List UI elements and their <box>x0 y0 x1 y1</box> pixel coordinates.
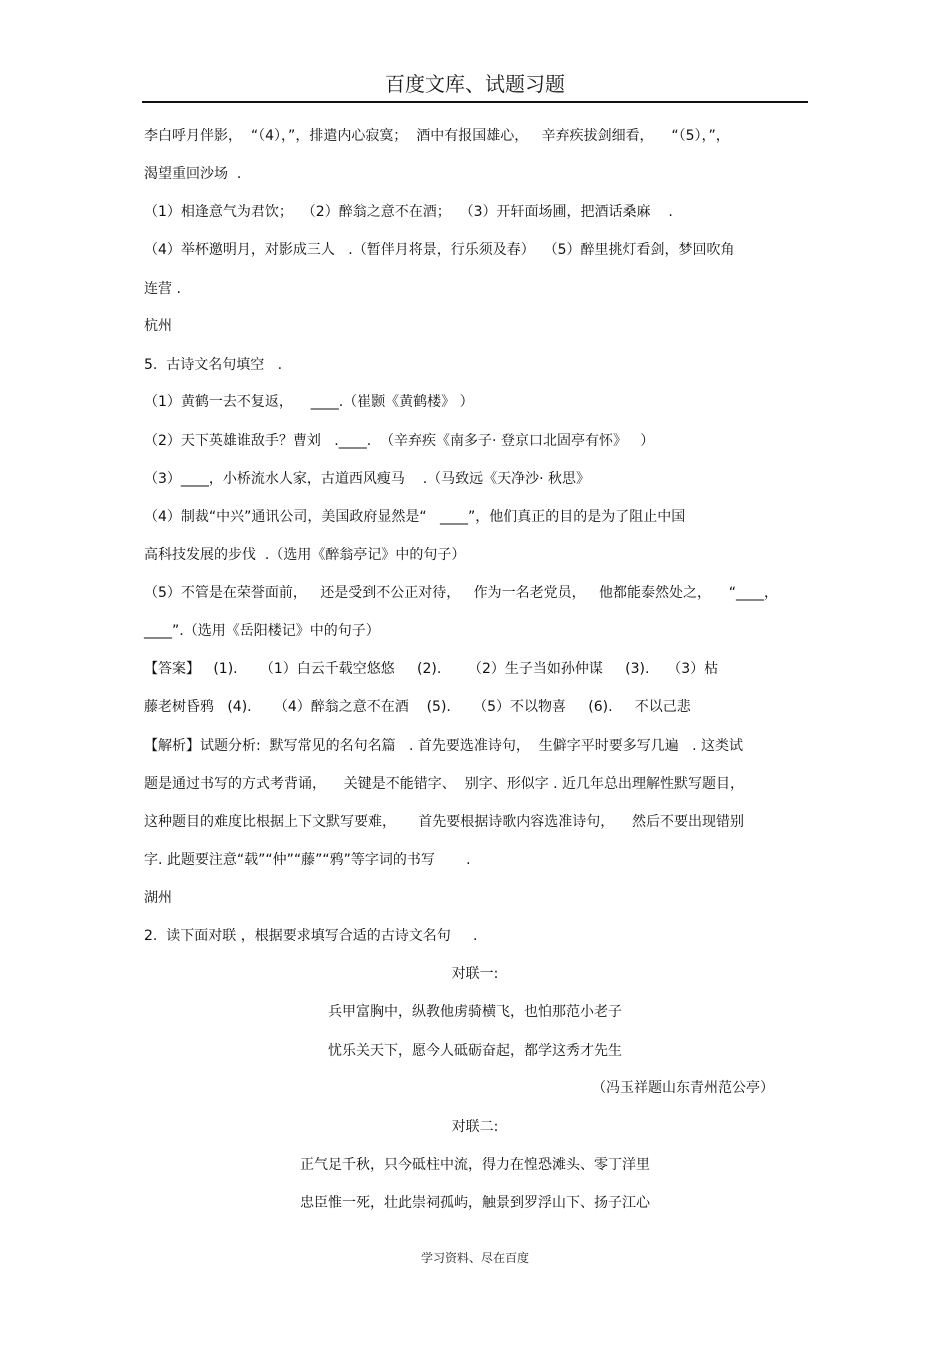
analysis-line: 这种题目的难度比根据上下文默写要难， 首先要根据诗歌内容选准诗句， 然后不要出现错别 <box>144 814 745 830</box>
page-footer: 学习资料、尽在百度 <box>420 1251 529 1265</box>
question-title: 5. 古诗文名句填空 . <box>144 357 283 373</box>
section-location-huzhou: 湖州 <box>144 890 172 906</box>
text-line: 渴望重回沙场 . <box>144 166 242 182</box>
text-line: ____”.（选用《岳阳楼记》中的句子） <box>144 623 380 639</box>
answer-line: 藤老树昏鸦 (4). （4）醉翁之意不在酒 (5). （5）不以物喜 (6). 不以己悲 <box>144 699 691 715</box>
question-item: （2）天下英雄谁敌手？曹刘 .____. （辛弃疾《南多子· 登京口北固亭有怀》 ） <box>144 433 655 449</box>
couplet-two-title: 对联二: <box>451 1119 499 1135</box>
text-line: （1）相逢意气为君饮； （2）醉翁之意不在酒； （3）开轩面场圃，把酒话桑麻 . <box>144 204 673 220</box>
couplet-two-line: 忠臣惟一死，壮此崇祠孤屿，触景到罗浮山下、扬子江心 <box>300 1195 650 1211</box>
analysis-line: 题是通过书写的方式考背诵， 关键是不能错字、 别字、形似字 . 近几年总出理解性默写题目， <box>144 776 745 792</box>
question-item: （4）制裁“中兴”通讯公司，美国政府显然是“ ____”，他们真正的目的是为了阻止中国 <box>144 509 686 525</box>
question-item: （1）黄鹤一去不复返， ____.（崔颢《黄鹤楼》 ） <box>144 394 474 410</box>
couplet-one-line: 兵甲富胸中，纵教他虏骑横飞，也怕那范小老子 <box>328 1004 622 1020</box>
couplet-two-line: 正气足千秋，只今砥柱中流，得力在惶恐滩头、零丁洋里 <box>300 1157 650 1173</box>
header-divider <box>142 101 808 103</box>
page-header-title: 百度文库、试题习题 <box>385 72 565 96</box>
question-item: （3）____，小桥流水人家，古道西风瘦马 .（马致远《天净沙· 秋思》 <box>144 471 591 487</box>
couplet-attribution: （冯玉祥题山东青州范公亭） <box>592 1080 774 1096</box>
section-location-hangzhou: 杭州 <box>144 318 172 334</box>
text-line: （4）举杯邀明月，对影成三人 .（暂伴月将景，行乐须及春） （5）醉里挑灯看剑，梦回吹角 <box>144 242 735 258</box>
couplet-one-line: 忧乐关天下，愿今人砥砺奋起，都学这秀才先生 <box>328 1043 622 1059</box>
text-line: 高科技发展的步伐 .（选用《醉翁亭记》中的句子） <box>144 547 466 563</box>
question-title: 2. 读下面对联 ，根据要求填写合适的古诗文名句 . <box>144 928 478 944</box>
analysis-line: 字. 此题要注意“载”“仲”“藤”“鸦”等字词的书写 . <box>144 852 471 868</box>
text-line: 连营 . <box>144 281 181 297</box>
couplet-one-title: 对联一: <box>451 966 499 982</box>
text-line: 李白呼月伴影， “（4），”，排遣内心寂寞； 酒中有报国雄心， 辛弃疾拔剑细看， “（5），”， <box>144 128 730 144</box>
question-item: （5）不管是在荣誉面前， 还是受到不公正对待， 作为一名老党员， 他都能泰然处之， “____， <box>144 585 779 601</box>
analysis-line: 【解析】试题分析: 默写常见的名句名篇 . 首先要选准诗句， 生僻字平时要多写几遍 . 这类试 <box>144 738 744 754</box>
answer-line: 【答案】 (1). （1）白云千载空悠悠 (2). （2）生子当如孙仲谋 (3). （3）枯 <box>144 661 719 677</box>
